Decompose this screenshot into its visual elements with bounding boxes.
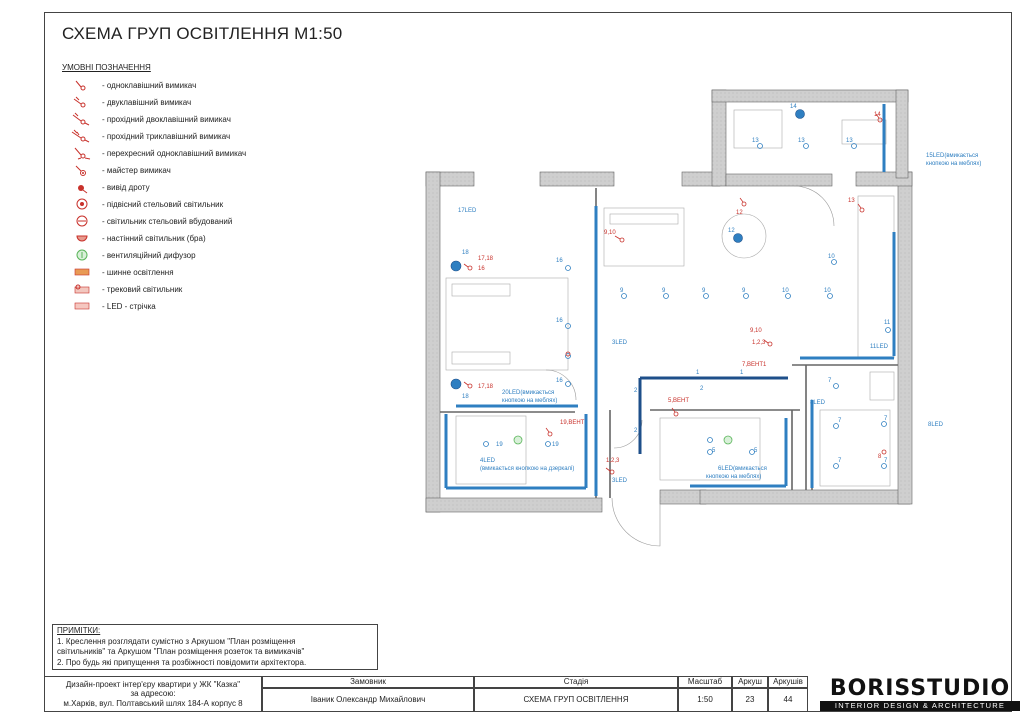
legend-label: - одноклавішний вимикач bbox=[102, 80, 197, 90]
brand-subtitle: INTERIOR DESIGN & ARCHITECTURE bbox=[820, 701, 1020, 711]
light-label: 13 bbox=[752, 138, 759, 144]
light-label: 19 bbox=[552, 442, 559, 448]
legend-label: - світильник стельовий вбудований bbox=[102, 216, 233, 226]
light-label: 19 bbox=[496, 442, 503, 448]
legend-label: - LED - стрічка bbox=[102, 301, 156, 311]
light-label: 14 bbox=[790, 104, 797, 110]
legend-label: - прохідний двоклавішний вимикач bbox=[102, 114, 231, 124]
switch-label: 9,10 bbox=[604, 230, 616, 236]
notes-box bbox=[52, 624, 378, 670]
notes-line: 2. Про будь які припущення та розбіжності повідомити архітектора. bbox=[57, 657, 307, 667]
switches bbox=[464, 114, 886, 474]
led-label: кнопкою на меблях) bbox=[926, 161, 982, 167]
walls bbox=[426, 90, 912, 512]
legend-label: - перехресний одноклавішний вимикач bbox=[102, 148, 247, 158]
led-label: кнопкою на меблях) bbox=[706, 474, 762, 480]
light-label: 9 bbox=[742, 288, 746, 294]
light-label: 2 bbox=[634, 428, 638, 434]
stage-header: Стадія bbox=[474, 676, 678, 688]
light-label: 5 bbox=[712, 448, 716, 454]
led-label: 15LED(вмикається bbox=[926, 153, 979, 159]
light-label: 13 bbox=[846, 138, 853, 144]
light-label: 9 bbox=[620, 288, 624, 294]
led-label: 4LED bbox=[480, 458, 496, 464]
project-line: за адресою: bbox=[130, 689, 176, 699]
led-label: 8LED bbox=[928, 422, 944, 428]
light-label: 2 bbox=[634, 388, 638, 394]
led-strips bbox=[446, 104, 894, 496]
switch-label: 8 bbox=[878, 454, 882, 460]
light-label: 10 bbox=[824, 288, 831, 294]
light-label: 12 bbox=[728, 228, 735, 234]
switch-label: 13 bbox=[848, 198, 855, 204]
switch-label: 14 bbox=[874, 112, 881, 118]
legend-label: - прохідний триклавішний вимикач bbox=[102, 131, 231, 141]
brand-logo bbox=[820, 676, 1020, 712]
switch-label: 7,ВЕНТ1 bbox=[742, 362, 767, 368]
led-label: 17LED bbox=[458, 208, 477, 214]
led-label: кнопкою на меблях) bbox=[502, 398, 558, 404]
sheets-header: Аркушів bbox=[768, 676, 808, 688]
legend-label: - майстер вимикач bbox=[102, 165, 171, 175]
switch-label: 5,ВЕНТ bbox=[668, 398, 690, 404]
partitions bbox=[440, 188, 898, 498]
led-label: 3LED bbox=[612, 340, 628, 346]
light-label: 11 bbox=[884, 320, 891, 326]
stage-value: СХЕМА ГРУП ОСВІТЛЕННЯ bbox=[474, 688, 678, 712]
legend-label: - трековий світильник bbox=[102, 284, 183, 294]
client-name: Іваник Олександр Михайлович bbox=[262, 688, 474, 712]
light-label: 10 bbox=[828, 254, 835, 260]
project-cell bbox=[44, 676, 262, 712]
light-label: 16 bbox=[556, 378, 563, 384]
project-line: м.Харків, вул. Полтавський шлях 184-А корпус 8 bbox=[63, 698, 243, 708]
sheet-header: Аркуш bbox=[732, 676, 768, 688]
track-lights bbox=[640, 378, 788, 454]
light-label: 18 bbox=[462, 394, 469, 400]
light-label: 13 bbox=[798, 138, 805, 144]
furniture bbox=[446, 110, 894, 486]
scale-value: 1:50 bbox=[678, 688, 732, 712]
switch-label: 17,18 bbox=[478, 256, 494, 262]
client-header: Замовник bbox=[262, 676, 474, 688]
legend-label: - настінний світильник (бра) bbox=[102, 233, 206, 243]
light-label: 16 bbox=[556, 318, 563, 324]
switch-label: 9,10 bbox=[750, 328, 762, 334]
light-label: 1 bbox=[696, 370, 700, 376]
pendant-lights bbox=[451, 110, 805, 390]
legend-label: - шинне освітлення bbox=[102, 267, 174, 277]
led-label: (вмикається кнопкою на дзеркалі) bbox=[480, 466, 575, 472]
notes-line: світильників" та Аркушом "План розміщення розеток та вимикачів" bbox=[57, 647, 305, 656]
light-label: 7 bbox=[884, 416, 888, 422]
light-label: 7 bbox=[884, 458, 888, 464]
project-line: Дизайн-проект інтер'єру квартири у ЖК "Казка" bbox=[65, 679, 241, 689]
switch-label: 16 bbox=[478, 266, 485, 272]
switch-label: 12 bbox=[736, 210, 743, 216]
light-label: 7 bbox=[828, 378, 832, 384]
brand-name: BORISSTUDIO bbox=[829, 676, 1011, 701]
sheets-value: 44 bbox=[768, 688, 808, 712]
recessed-lights bbox=[484, 144, 891, 469]
light-label: 10 bbox=[782, 288, 789, 294]
notes-line: 1. Креслення розглядати сумістно з Аркушом "План розміщення bbox=[57, 636, 296, 646]
light-label: 9 bbox=[662, 288, 666, 294]
light-label: 9 bbox=[702, 288, 706, 294]
sheet-value: 23 bbox=[732, 688, 768, 712]
scale-header: Масштаб bbox=[678, 676, 732, 688]
legend-label: - підвісний стельовий світильник bbox=[102, 199, 224, 209]
light-label: 16 bbox=[556, 258, 563, 264]
switch-label: 1,2,3 bbox=[752, 340, 766, 346]
led-label: 20LED(вмикається bbox=[502, 390, 555, 396]
light-label: 1 bbox=[740, 370, 744, 376]
legend-label: - вентиляційний дифузор bbox=[102, 250, 196, 260]
led-label: 3LED bbox=[612, 478, 628, 484]
page-title: СХЕМА ГРУП ОСВІТЛЕННЯ М1:50 bbox=[62, 24, 343, 43]
led-label: 8LED bbox=[810, 400, 826, 406]
light-label: 18 bbox=[462, 250, 469, 256]
light-label: 2 bbox=[700, 386, 704, 392]
light-label: 7 bbox=[838, 458, 842, 464]
legend-title: УМОВНІ ПОЗНАЧЕННЯ bbox=[62, 63, 151, 72]
notes-title: ПРИМІТКИ: bbox=[57, 626, 101, 635]
legend-label: - двуклавішний вимикач bbox=[102, 97, 192, 107]
switch-label: 17,18 bbox=[478, 384, 494, 390]
vent-diffusers bbox=[514, 436, 732, 444]
light-label: 7 bbox=[838, 418, 842, 424]
light-label: 5 bbox=[754, 448, 758, 454]
led-label: 11LED bbox=[870, 344, 888, 350]
switch-label: 19,ВЕНТ bbox=[560, 420, 585, 426]
switch-label: 1,2,3 bbox=[606, 458, 620, 464]
legend-label: - вивід дроту bbox=[102, 182, 150, 192]
led-label: 6LED(вмикається bbox=[718, 466, 767, 472]
